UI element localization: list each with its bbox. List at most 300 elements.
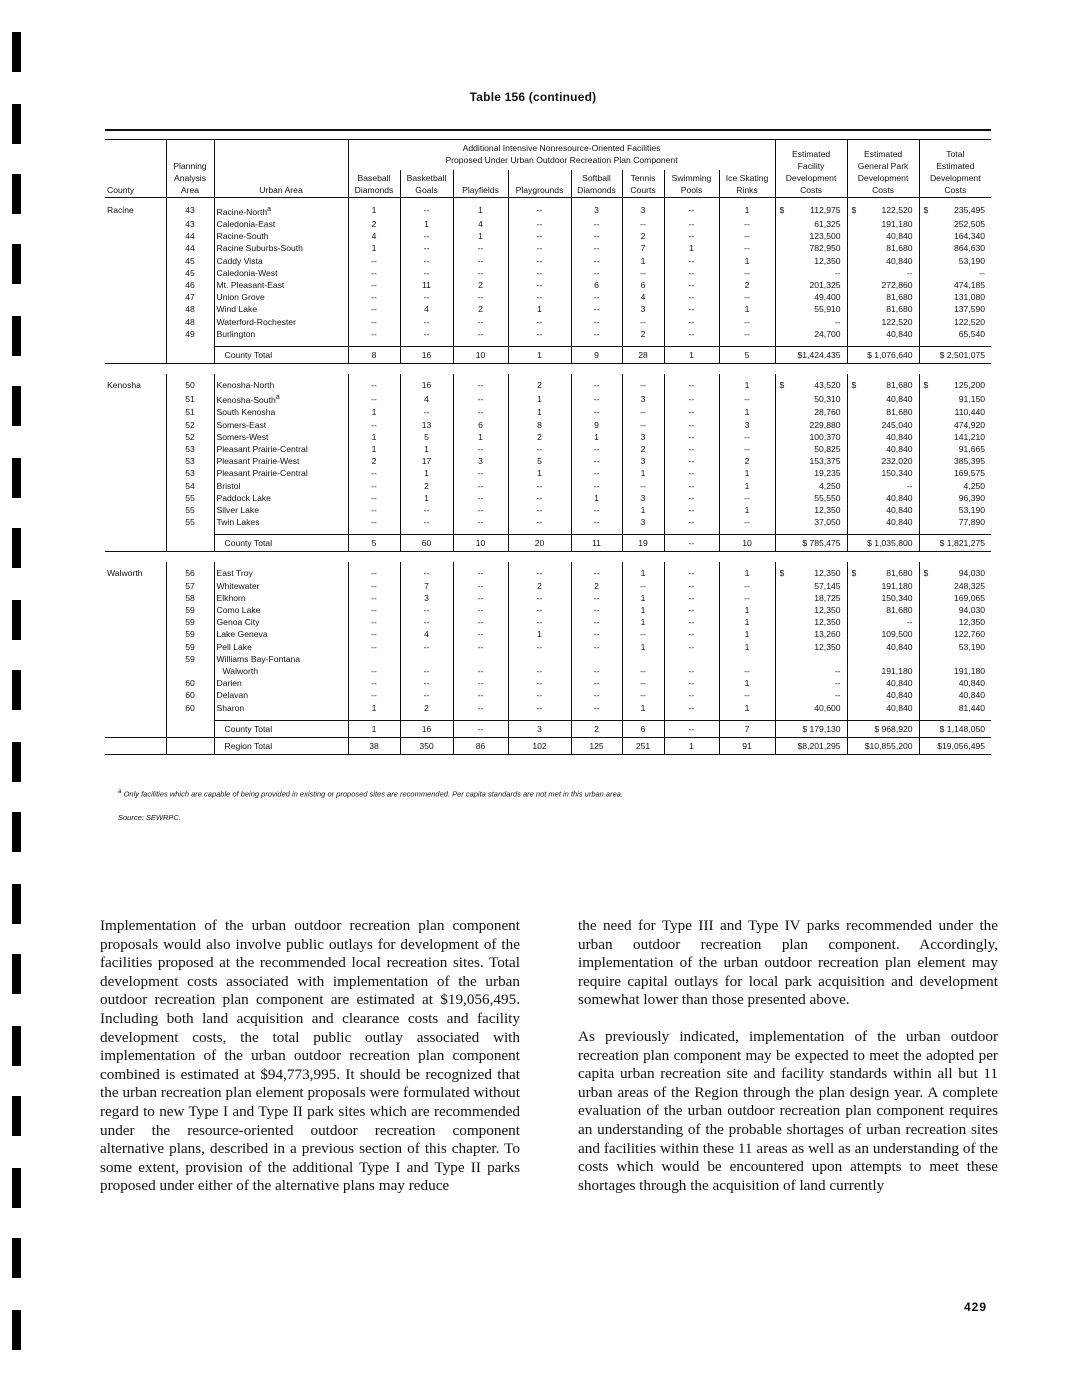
facility-count-cell: -- [348, 374, 400, 391]
urban-area-cell [214, 516, 348, 528]
facility-count-cell: -- [508, 604, 571, 616]
total-count-cell: 6 [622, 720, 664, 737]
urban-area-name: Somers-East [216, 419, 267, 430]
facility-count-cell: 1 [400, 492, 453, 504]
facility-count-cell: -- [571, 328, 622, 340]
facility-count-cell: -- [571, 665, 622, 677]
facility-count-cell: -- [664, 616, 719, 628]
cost-value: 13,260 [814, 629, 841, 640]
cost-value: 110,440 [954, 407, 986, 418]
total-cost-cell [919, 592, 991, 604]
cost-value: 782,950 [809, 243, 841, 254]
facility-count-cell: -- [571, 616, 622, 628]
park-cost-cell [847, 628, 919, 640]
header-planning-area-line: Area [180, 185, 200, 195]
body-column-left [100, 917, 520, 1214]
facility-count-cell: 1 [571, 492, 622, 504]
cost-value: -- [979, 267, 986, 278]
header-line: Pools [680, 185, 703, 195]
facility-count-cell: -- [571, 504, 622, 516]
table-row [105, 467, 991, 479]
total-cost-cell [919, 689, 991, 701]
cost-value: 864,630 [953, 243, 986, 254]
urban-area-name: Caddy Vista [216, 255, 263, 266]
facility-count-cell: 5 [508, 455, 571, 467]
currency-sign: $ [923, 380, 929, 391]
total-cost-cell [919, 391, 991, 406]
region-count-cell: 38 [348, 737, 400, 754]
urban-area-cell [214, 374, 348, 391]
facility-count-cell [400, 653, 453, 665]
facility-count-cell: -- [571, 628, 622, 640]
facility-count-cell: -- [571, 592, 622, 604]
total-park-cost: $ 1,035,800 [847, 535, 919, 552]
table-row [105, 443, 991, 455]
facility-count-cell: -- [400, 198, 453, 219]
facility-count-cell: -- [400, 616, 453, 628]
cost-value: 474,920 [953, 419, 986, 430]
facility-cost-cell [775, 665, 847, 677]
urban-area-name: Pleasant Prairie-Central [216, 468, 308, 479]
facility-cost-cell [775, 443, 847, 455]
header-group-line: Proposed Under Urban Outdoor Recreation Plan Component [445, 155, 678, 165]
park-cost-cell [847, 242, 919, 254]
urban-area-name: Somers-West [216, 431, 269, 442]
urban-area-cell [214, 492, 348, 504]
facility-count-cell: -- [664, 562, 719, 579]
facility-count-cell: -- [453, 467, 508, 479]
urban-area-name: Wind Lake [216, 304, 258, 315]
cost-value: 40,600 [814, 702, 841, 713]
facility-count-cell: -- [719, 516, 775, 528]
total-cost-cell [919, 230, 991, 242]
facility-count-cell: -- [348, 628, 400, 640]
facility-count-cell: -- [348, 516, 400, 528]
total-count-cell: 20 [508, 535, 571, 552]
total-cost-cell [919, 653, 991, 665]
header-park-cost [847, 140, 919, 198]
table-row [105, 702, 991, 714]
facility-count-cell: -- [348, 641, 400, 653]
county-cell [105, 516, 166, 528]
urban-area-name: Darien [216, 678, 242, 689]
urban-area-cell [214, 279, 348, 291]
total-count-cell: 5 [348, 535, 400, 552]
facility-count-cell: 1 [719, 504, 775, 516]
total-count-cell: 9 [571, 347, 622, 364]
total-facility-cost: $1,424,435 [775, 347, 847, 364]
footnote [118, 788, 623, 799]
facility-count-cell: -- [453, 504, 508, 516]
facility-count-cell: -- [400, 562, 453, 579]
header-line: Estimated [936, 161, 975, 171]
facility-count-cell [719, 653, 775, 665]
region-total-row [105, 737, 991, 754]
facility-count-cell: -- [664, 677, 719, 689]
county-total-label: County Total [214, 720, 348, 737]
facility-count-cell: 3 [622, 391, 664, 406]
footnote-marker: a [118, 788, 122, 795]
facility-count-cell: -- [400, 291, 453, 303]
binder-mark [12, 316, 21, 356]
county-cell: Walworth [105, 562, 166, 579]
facility-count-cell [508, 653, 571, 665]
facility-cost-cell [775, 562, 847, 579]
total-cost-cell [919, 267, 991, 279]
facility-count-cell: -- [508, 480, 571, 492]
facility-count-cell: -- [571, 443, 622, 455]
planning-area-cell: 57 [166, 580, 214, 592]
urban-area-cell [214, 328, 348, 340]
facility-count-cell: -- [453, 374, 508, 391]
table-row [105, 419, 991, 431]
facility-count-cell: -- [719, 431, 775, 443]
facility-count-cell: -- [508, 665, 571, 677]
total-count-cell: 16 [400, 720, 453, 737]
facility-cost-cell [775, 516, 847, 528]
facility-count-cell: -- [664, 592, 719, 604]
facility-count-cell: -- [453, 328, 508, 340]
county-total-label: County Total [214, 347, 348, 364]
region-count-cell: 1 [664, 737, 719, 754]
total-total-cost: $ 2,501,075 [919, 347, 991, 364]
urban-area-cell [214, 677, 348, 689]
cost-value: 53,190 [958, 504, 986, 515]
facility-count-cell: 1 [508, 406, 571, 418]
table-title: Table 156 (continued) [469, 90, 597, 104]
facility-count-cell: -- [508, 592, 571, 604]
cost-value: 49,400 [814, 292, 841, 303]
facility-count-cell: -- [508, 616, 571, 628]
total-facility-cost: $ 785,475 [775, 535, 847, 552]
county-cell [105, 641, 166, 653]
header-swimming [664, 170, 719, 198]
binder-mark [12, 458, 21, 498]
total-cost-cell [919, 665, 991, 677]
table-row [105, 616, 991, 628]
facility-count-cell: -- [348, 316, 400, 328]
county-cell [105, 592, 166, 604]
facility-count-cell: 1 [719, 467, 775, 479]
cost-value: 150,340 [881, 468, 913, 479]
facility-count-cell: -- [664, 504, 719, 516]
planning-area-cell: 60 [166, 677, 214, 689]
planning-area-cell: 56 [166, 562, 214, 579]
total-cost-cell [919, 374, 991, 391]
cost-value: 61,325 [814, 219, 841, 230]
facility-count-cell: 2 [508, 431, 571, 443]
facility-count-cell: 1 [453, 198, 508, 219]
table-row [105, 198, 991, 219]
urban-area-cell [214, 218, 348, 230]
facility-count-cell: -- [571, 677, 622, 689]
facility-count-cell: -- [453, 406, 508, 418]
table-row [105, 328, 991, 340]
facility-cost-cell [775, 480, 847, 492]
facility-count-cell: 1 [719, 198, 775, 219]
cost-value: 57,145 [814, 580, 841, 591]
cost-value: 12,350 [958, 617, 986, 628]
facility-count-cell: 16 [400, 374, 453, 391]
urban-area-name: Paddock Lake [216, 492, 271, 503]
facility-count-cell: -- [571, 516, 622, 528]
facility-count-cell: 1 [508, 303, 571, 315]
facility-count-cell [622, 653, 664, 665]
facility-count-cell: -- [664, 419, 719, 431]
urban-area-name: South Kenosha [216, 407, 276, 418]
facility-count-cell: -- [719, 492, 775, 504]
facility-count-cell: -- [453, 689, 508, 701]
table-row [105, 406, 991, 418]
footnote-marker: a [267, 205, 272, 213]
facility-count-cell: -- [348, 665, 400, 677]
urban-area-cell [214, 391, 348, 406]
urban-area-cell [214, 316, 348, 328]
facility-count-cell: 1 [508, 391, 571, 406]
park-cost-cell [847, 492, 919, 504]
park-cost-cell [847, 431, 919, 443]
table-row [105, 641, 991, 653]
facility-count-cell: -- [348, 689, 400, 701]
currency-sign: $ [851, 205, 857, 216]
header-line: Development [785, 173, 837, 183]
table-row [105, 516, 991, 528]
region-count-cell: 102 [508, 737, 571, 754]
facility-count-cell: 2 [348, 455, 400, 467]
total-count-cell: 2 [571, 720, 622, 737]
planning-area-cell: 60 [166, 702, 214, 714]
facility-count-cell: -- [622, 267, 664, 279]
facility-count-cell: -- [453, 677, 508, 689]
cost-value: -- [834, 666, 841, 677]
cost-value: 81,680 [886, 568, 913, 579]
park-cost-cell [847, 467, 919, 479]
urban-area-cell [214, 198, 348, 219]
header-line: Facility [797, 161, 825, 171]
park-cost-cell [847, 419, 919, 431]
cost-value: 245,040 [881, 419, 913, 430]
facility-count-cell: -- [664, 406, 719, 418]
cost-value: 40,840 [886, 492, 913, 503]
facility-count-cell: 6 [622, 279, 664, 291]
facility-count-cell: 1 [571, 431, 622, 443]
total-count-cell: 28 [622, 347, 664, 364]
planning-area-cell: 45 [166, 255, 214, 267]
cost-value: 40,840 [886, 328, 913, 339]
body-column-right [578, 917, 998, 1213]
facility-count-cell: 1 [622, 641, 664, 653]
total-count-cell: 8 [348, 347, 400, 364]
facility-count-cell: -- [664, 641, 719, 653]
facility-count-cell: -- [348, 580, 400, 592]
park-cost-cell [847, 653, 919, 665]
facility-count-cell: -- [664, 455, 719, 467]
facility-count-cell: -- [400, 689, 453, 701]
urban-area-cell [214, 267, 348, 279]
header-line: General Park [857, 161, 909, 171]
park-cost-cell [847, 291, 919, 303]
table-row [105, 580, 991, 592]
facility-count-cell: -- [453, 580, 508, 592]
cost-value: 96,390 [958, 492, 986, 503]
facility-count-cell: 1 [622, 592, 664, 604]
facility-count-cell: -- [508, 198, 571, 219]
total-facility-cost: $ 179,130 [775, 720, 847, 737]
cost-value: 94,030 [958, 568, 986, 579]
facility-count-cell: 1 [622, 504, 664, 516]
facility-count-cell: 2 [400, 480, 453, 492]
separator-cell [105, 364, 991, 375]
cost-value: 112,975 [810, 205, 841, 216]
total-cost-cell [919, 316, 991, 328]
total-cost-cell [919, 431, 991, 443]
facility-count-cell: -- [622, 628, 664, 640]
facility-count-cell: -- [664, 689, 719, 701]
facility-count-cell: 2 [348, 218, 400, 230]
header-line: Diamonds [354, 185, 394, 195]
urban-area-name: Racine-North [216, 206, 268, 217]
total-cost-cell [919, 328, 991, 340]
table-row [105, 218, 991, 230]
park-cost-cell [847, 198, 919, 219]
planning-area-cell [166, 737, 214, 754]
county-cell [105, 406, 166, 418]
facility-count-cell: -- [453, 604, 508, 616]
facility-count-cell: 1 [453, 230, 508, 242]
cost-value: 24,700 [814, 328, 841, 339]
region-count-cell: 350 [400, 737, 453, 754]
facility-count-cell [571, 653, 622, 665]
facility-count-cell: -- [571, 702, 622, 714]
header-planning-area-line: Planning [173, 161, 207, 171]
binder-mark [12, 244, 21, 284]
facility-count-cell: -- [400, 242, 453, 254]
cost-value: 4,250 [819, 480, 841, 491]
park-cost-cell [847, 665, 919, 677]
header-total-cost [919, 140, 991, 198]
facility-count-cell: -- [622, 374, 664, 391]
facility-cost-cell [775, 677, 847, 689]
facility-count-cell: 1 [348, 198, 400, 219]
currency-sign: $ [779, 205, 785, 216]
planning-area-cell: 59 [166, 628, 214, 640]
facility-count-cell: 1 [719, 480, 775, 492]
cost-value: -- [906, 617, 913, 628]
currency-sign: $ [923, 568, 929, 579]
cost-value: 12,350 [814, 617, 841, 628]
header-line: Development [857, 173, 909, 183]
urban-area-cell [214, 467, 348, 479]
county-cell [105, 616, 166, 628]
planning-area-cell: 46 [166, 279, 214, 291]
table-row [105, 653, 991, 665]
facility-count-cell: -- [453, 628, 508, 640]
cost-value: 18,725 [814, 592, 841, 603]
header-urban-area: Urban Area [214, 140, 348, 198]
park-cost-cell [847, 230, 919, 242]
facility-count-cell: -- [453, 592, 508, 604]
table-row [105, 303, 991, 315]
facility-count-cell: -- [622, 406, 664, 418]
facility-count-cell: -- [453, 516, 508, 528]
cost-value: 201,325 [809, 280, 841, 291]
binder-mark [12, 1310, 21, 1350]
total-count-cell: 11 [571, 535, 622, 552]
header-group-line: Additional Intensive Nonresource-Oriented Facilities [462, 143, 661, 153]
header-line: Basketball [406, 173, 447, 183]
facility-count-cell: -- [508, 641, 571, 653]
table-row [105, 689, 991, 701]
region-count-cell: 91 [719, 737, 775, 754]
facility-count-cell: -- [508, 702, 571, 714]
facility-count-cell: 2 [719, 455, 775, 467]
facility-count-cell: 7 [622, 242, 664, 254]
facility-count-cell: -- [664, 443, 719, 455]
header-softball [571, 170, 622, 198]
county-total-row [105, 720, 991, 737]
header-line: Rinks [736, 185, 758, 195]
county-cell [105, 665, 166, 677]
cost-value: 77,890 [958, 517, 986, 528]
cost-value: 191,180 [953, 666, 986, 677]
facility-count-cell: -- [664, 374, 719, 391]
facility-count-cell: -- [719, 665, 775, 677]
cost-value: 12,350 [814, 255, 841, 266]
facility-count-cell: -- [664, 480, 719, 492]
cost-value: 123,500 [809, 231, 841, 242]
planning-area-cell: 54 [166, 480, 214, 492]
facility-cost-cell [775, 455, 847, 467]
facility-count-cell: -- [571, 303, 622, 315]
binder-mark [12, 104, 21, 144]
paragraph: the need for Type III and Type IV parks recommended under the urban outdoor recreation plan component. Accordingly, implementation of the urban outdoor recreation plan element may require capital outlays for local park acquisition and development somewhat lower than those presented above. [578, 917, 998, 1009]
facility-count-cell: 1 [719, 604, 775, 616]
urban-area-name: Caledonia-East [216, 219, 276, 230]
park-cost-cell [847, 455, 919, 467]
facility-count-cell: 17 [400, 455, 453, 467]
county-cell [105, 720, 166, 737]
facility-count-cell: -- [453, 665, 508, 677]
facility-count-cell: -- [508, 279, 571, 291]
county-cell [105, 480, 166, 492]
facility-cost-cell [775, 279, 847, 291]
urban-area-cell [214, 504, 348, 516]
urban-area-cell [214, 431, 348, 443]
urban-area-name: Bristol [216, 480, 241, 491]
cost-value: 40,840 [886, 702, 913, 713]
county-cell [105, 467, 166, 479]
park-cost-cell [847, 641, 919, 653]
facility-cost-cell [775, 255, 847, 267]
cost-value: 169,065 [953, 592, 986, 603]
cost-value: 252,505 [953, 219, 986, 230]
urban-area-name: Pell Lake [216, 641, 252, 652]
planning-area-cell: 50 [166, 374, 214, 391]
facility-count-cell: -- [622, 580, 664, 592]
urban-area-name: Racine-South [216, 231, 269, 242]
region-facility-cost: $8,201,295 [775, 737, 847, 754]
facility-count-cell: 1 [400, 218, 453, 230]
binder-mark [12, 600, 21, 640]
header-line: Costs [872, 185, 895, 195]
currency-sign: $ [851, 568, 857, 579]
planning-area-cell: 53 [166, 455, 214, 467]
planning-area-cell: 59 [166, 604, 214, 616]
total-cost-cell [919, 443, 991, 455]
planning-area-cell: 48 [166, 303, 214, 315]
cost-value: 474,185 [953, 280, 986, 291]
urban-area-cell [214, 255, 348, 267]
